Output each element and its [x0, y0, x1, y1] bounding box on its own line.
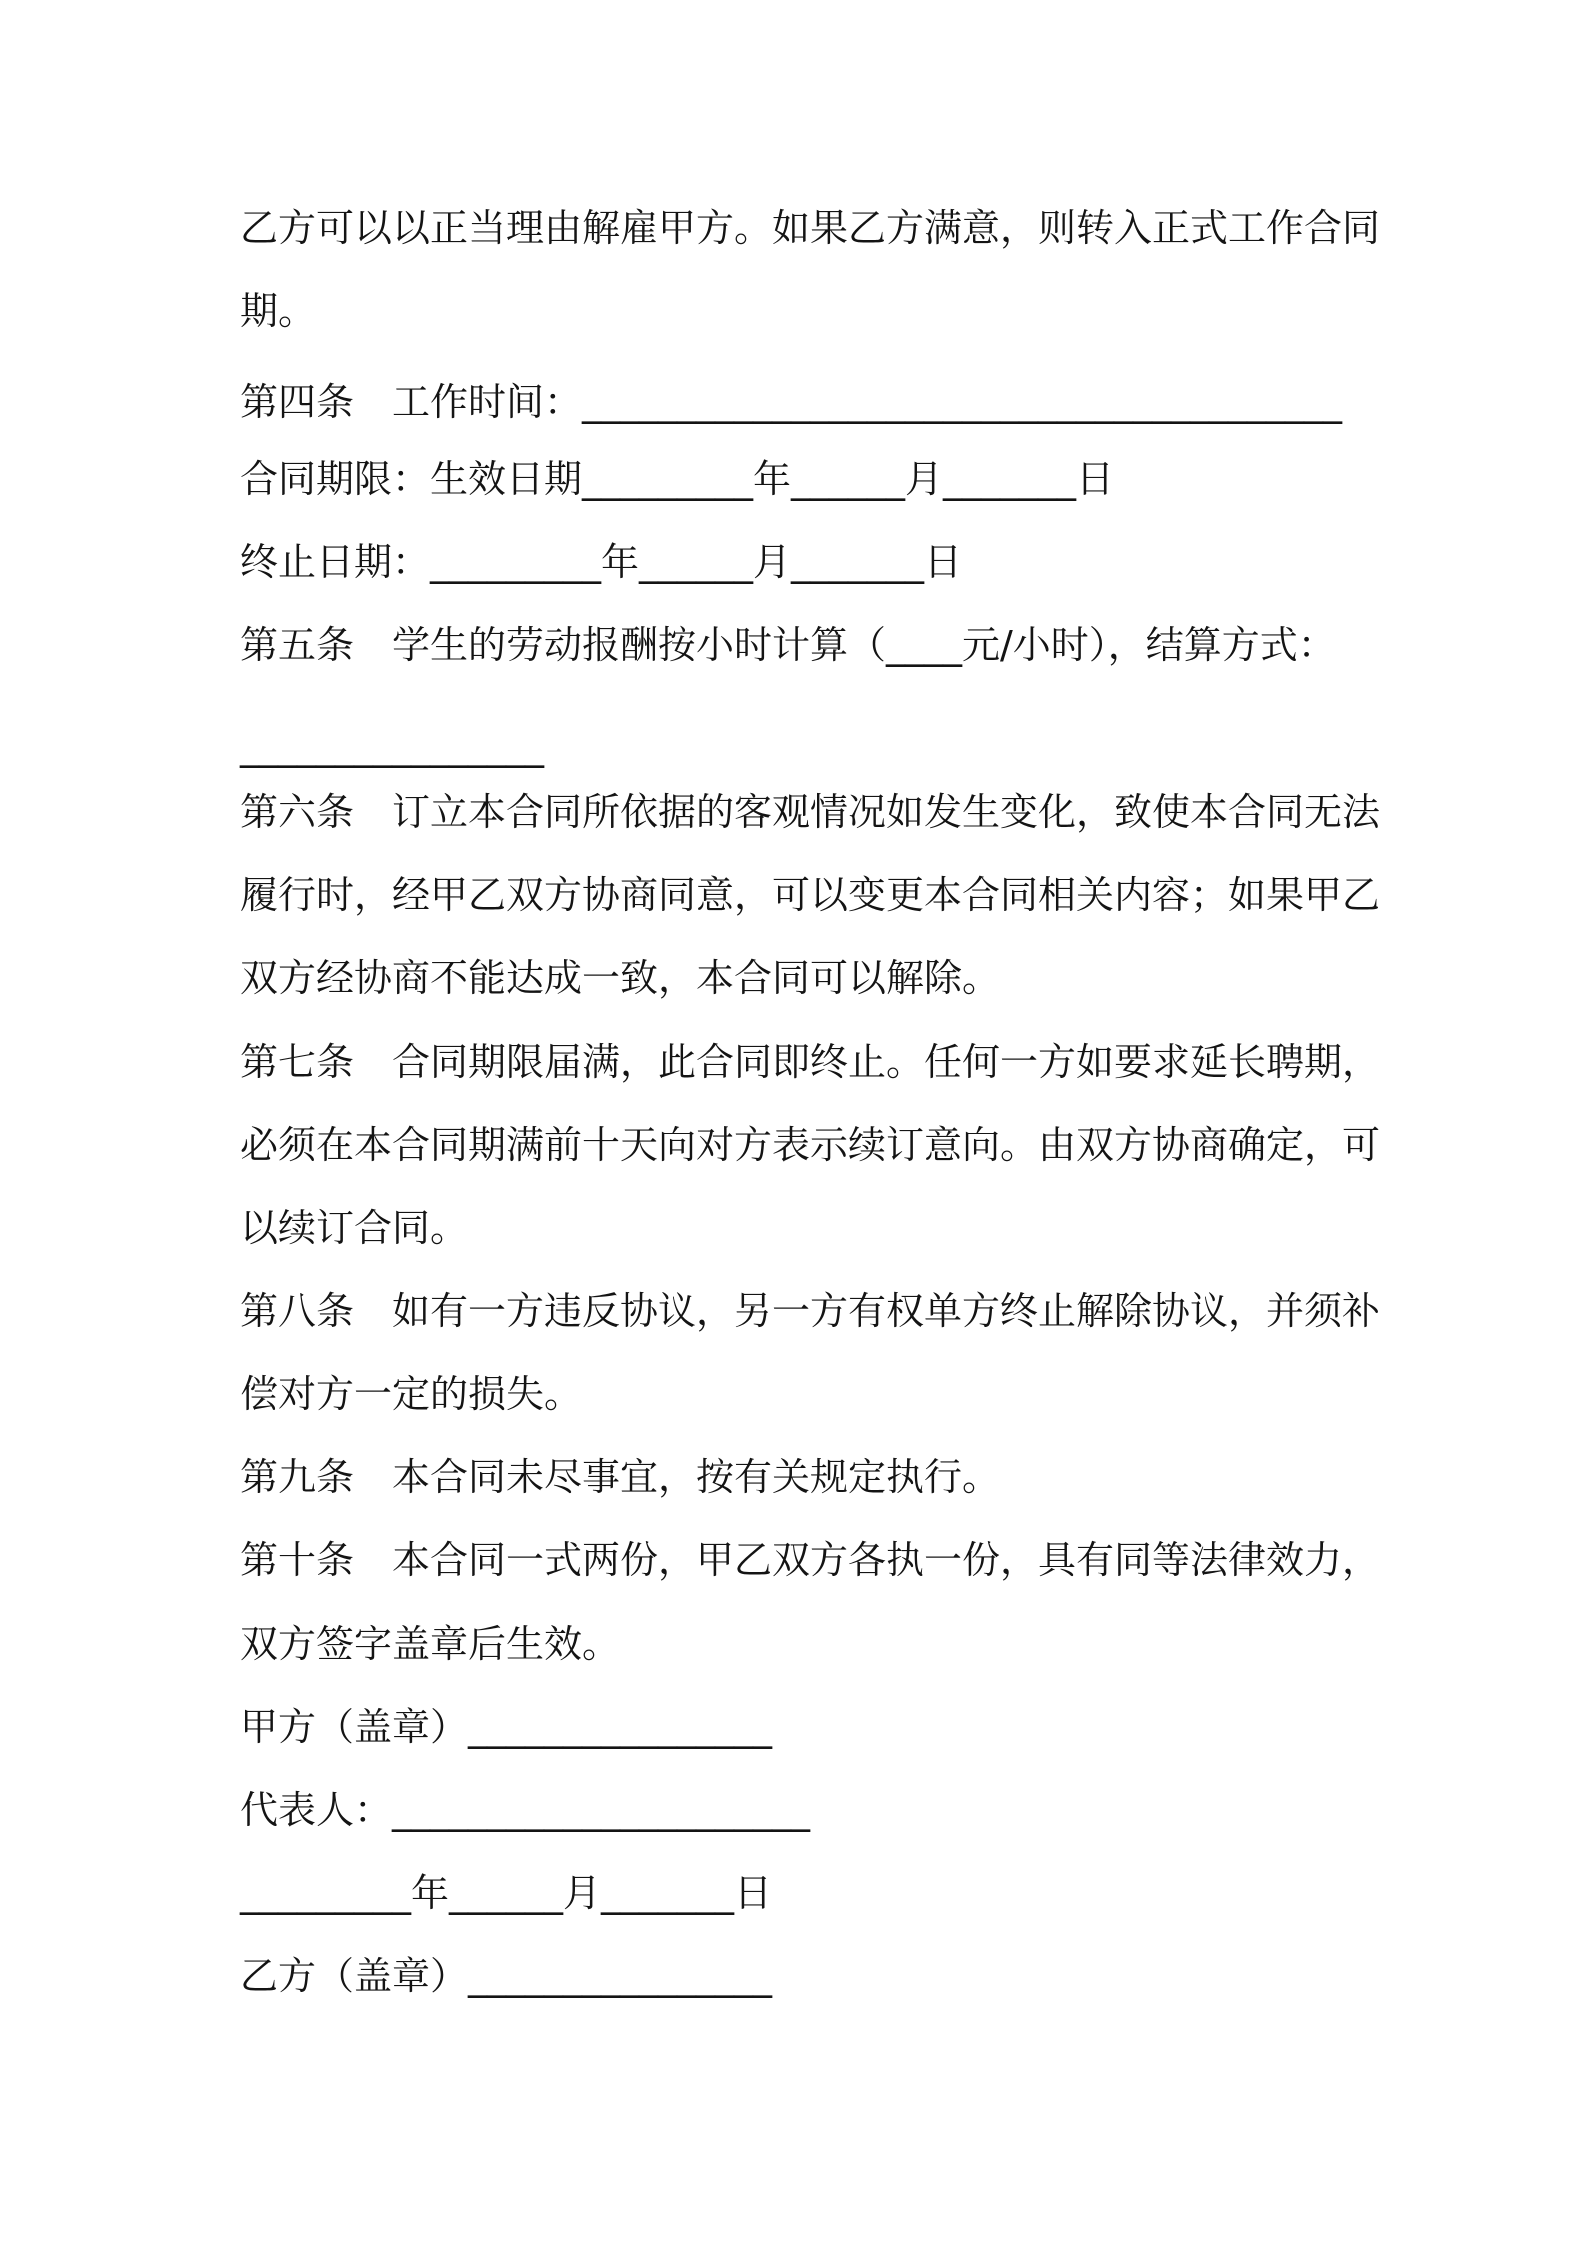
- signing-date: _________年______月_______日: [240, 1871, 773, 1915]
- clause-3-continuation-end: 期。: [240, 289, 317, 333]
- clause-8-line-2: 偿对方一定的损失。: [240, 1372, 583, 1416]
- clause-10-line-2: 双方签字盖章后生效。: [240, 1622, 621, 1666]
- party-a-seal: 甲方（盖章）________________: [240, 1705, 773, 1749]
- clause-3-continuation: 乙方可以以正当理由解雇甲方。如果乙方满意，则转入正式工作合同: [240, 206, 1381, 250]
- party-b-seal: 乙方（盖章）________________: [240, 1954, 773, 1998]
- clause-9: 第九条 本合同未尽事宜，按有关规定执行。: [240, 1455, 1001, 1499]
- clause-6-line-3: 双方经协商不能达成一致，本合同可以解除。: [240, 956, 1001, 1000]
- clause-7-line-1: 第七条 合同期限届满，此合同即终止。任何一方如要求延长聘期，: [240, 1040, 1381, 1084]
- clause-6-line-1: 第六条 订立本合同所依据的客观情况如发生变化，致使本合同无法: [240, 790, 1381, 834]
- clause-6-line-2: 履行时，经甲乙双方协商同意，可以变更本合同相关内容；如果甲乙: [240, 873, 1381, 917]
- clause-7-line-2: 必须在本合同期满前十天向对方表示续订意向。由双方协商确定，可: [240, 1123, 1381, 1167]
- clause-5-payment: 第五条 学生的劳动报酬按小时计算（____元/小时），结算方式：: [240, 623, 1336, 667]
- clause-5-settlement-blank: ________________: [240, 724, 544, 768]
- clause-4-work-time: 第四条 工作时间：________________________________________: [240, 380, 1343, 424]
- contract-end-date: 终止日期：_________年______月_______日: [240, 540, 963, 584]
- representative: 代表人：______________________: [240, 1788, 811, 1832]
- contract-start-date: 合同期限：生效日期_________年______月_______日: [240, 457, 1115, 501]
- clause-7-line-3: 以续订合同。: [240, 1206, 469, 1250]
- clause-10-line-1: 第十条 本合同一式两份，甲乙双方各执一份，具有同等法律效力，: [240, 1538, 1381, 1582]
- clause-8-line-1: 第八条 如有一方违反协议，另一方有权单方终止解除协议，并须补: [240, 1289, 1381, 1333]
